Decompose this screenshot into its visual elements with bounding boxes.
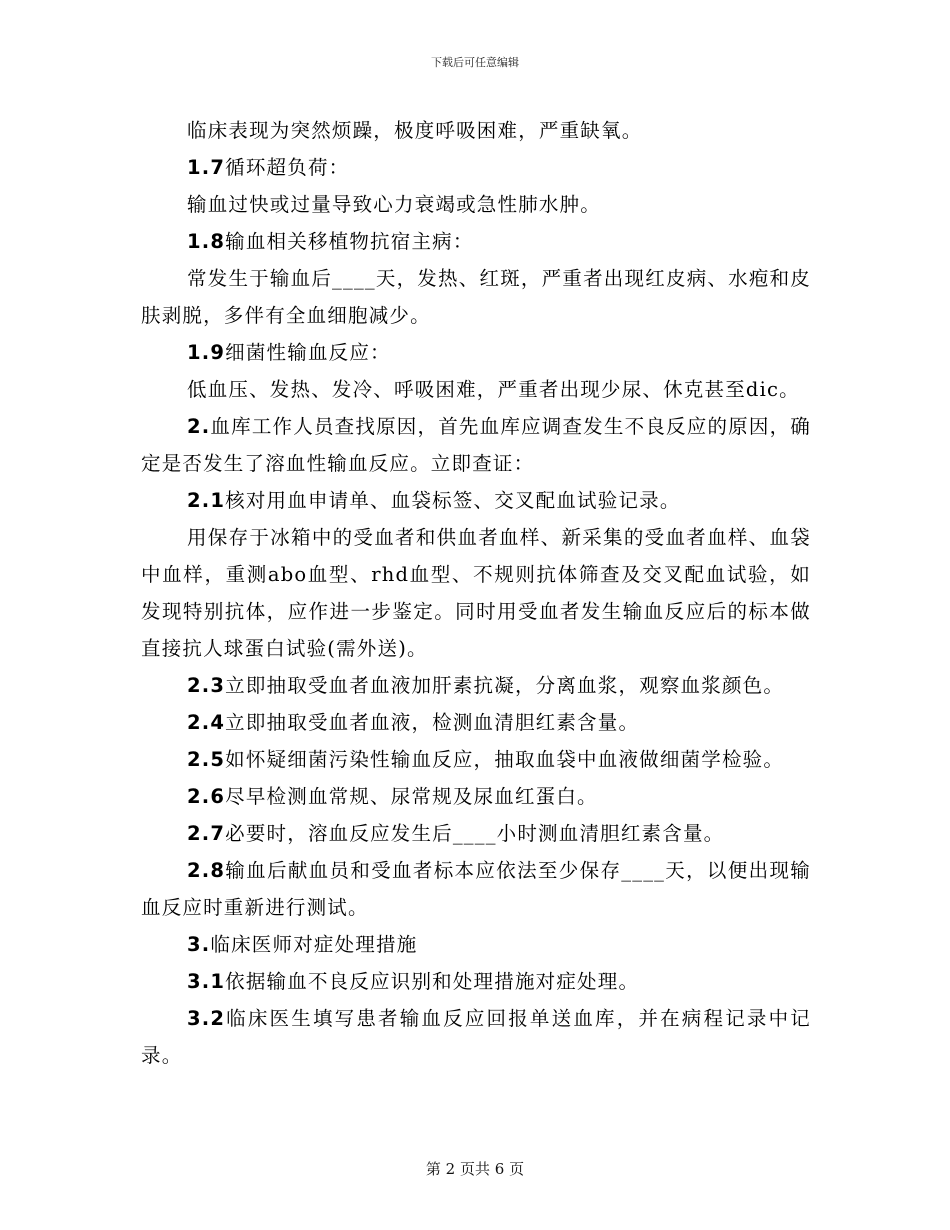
paragraph-text: 用保存于冰箱中的受血者和供血者血样、新采集的受血者血样、血袋中血样，重测abo血型、rhd血型、不规则抗体筛查及交叉配血试验，如发现特别抗体，应作进一步鉴定。同时用受血者发生输血反应后的标本做直接抗人球蛋白试验(需外送)。	[141, 526, 811, 660]
paragraph-text: 常发生于输血后____天，发热、红斑，严重者出现红皮病、水疱和皮肤剥脱，多伴有全血细胞减少。	[141, 267, 811, 327]
paragraph-text: 临床医师对症处理措施	[210, 933, 418, 956]
section-number: 2.1	[187, 489, 226, 512]
paragraph	[141, 704, 811, 741]
paragraph-text: 立即抽取受血者血液，检测血清胆红素含量。	[225, 711, 640, 734]
paragraph	[141, 223, 811, 260]
paragraph	[141, 926, 811, 963]
paragraph-text: 必要时，溶血反应发生后____小时测血清胆红素含量。	[225, 822, 725, 845]
paragraph-text: 输血后献血员和受血者标本应依法至少保存____天，以便出现输血反应时重新进行测试。	[141, 859, 811, 919]
paragraph	[141, 778, 811, 815]
paragraph-text: 立即抽取受血者血液加肝素抗凝，分离血浆，观察血浆颜色。	[225, 674, 785, 697]
paragraph	[141, 1000, 811, 1074]
paragraph	[141, 334, 811, 371]
section-number: 2.8	[187, 859, 226, 882]
paragraph-text: 低血压、发热、发冷、呼吸困难，严重者出现少尿、休克甚至dic。	[187, 378, 800, 401]
paragraph	[141, 260, 811, 334]
paragraph	[141, 741, 811, 778]
paragraph-text: 如怀疑细菌污染性输血反应，抽取血袋中血液做细菌学检验。	[225, 748, 785, 771]
paragraph	[141, 667, 811, 704]
paragraph	[141, 519, 811, 667]
page-header: 下载后可任意编辑	[431, 56, 519, 69]
paragraph-text: 临床医生填写患者输血反应回报单送血库，并在病程记录中记录。	[141, 1007, 811, 1067]
paragraph	[141, 112, 811, 149]
paragraph-text: 临床表现为突然烦躁，极度呼吸困难，严重缺氧。	[187, 119, 643, 142]
section-number: 1.8	[187, 230, 226, 253]
paragraph-text: 输血过快或过量导致心力衰竭或急性肺水肿。	[187, 193, 602, 216]
page-footer: 第 2 页共 6 页	[425, 1160, 525, 1178]
section-number: 1.9	[187, 341, 226, 364]
paragraph-text: 细菌性输血反应：	[225, 341, 391, 364]
paragraph-text: 血库工作人员查找原因，首先血库应调查发生不良反应的原因，确定是否发生了溶血性输血反应。立即查证：	[141, 415, 811, 475]
paragraph	[141, 963, 811, 1000]
paragraph	[141, 149, 811, 186]
section-number: 3.	[187, 933, 211, 956]
section-number: 3.1	[187, 970, 226, 993]
paragraph	[141, 815, 811, 852]
paragraph-text: 尽早检测血常规、尿常规及尿血红蛋白。	[225, 785, 598, 808]
paragraph	[141, 482, 811, 519]
paragraph-text: 核对用血申请单、血袋标签、交叉配血试验记录。	[225, 489, 681, 512]
section-number: 2.6	[187, 785, 226, 808]
paragraph	[141, 186, 811, 223]
section-number: 2.5	[187, 748, 226, 771]
section-number: 2.7	[187, 822, 226, 845]
section-number: 2.	[187, 415, 211, 438]
section-number: 2.4	[187, 711, 226, 734]
document-body	[141, 112, 811, 1074]
paragraph	[141, 371, 811, 408]
paragraph	[141, 408, 811, 482]
paragraph	[141, 852, 811, 926]
section-number: 3.2	[187, 1007, 226, 1030]
paragraph-text: 依据输血不良反应识别和处理措施对症处理。	[225, 970, 640, 993]
section-number: 2.3	[187, 674, 226, 697]
paragraph-text: 循环超负荷：	[225, 156, 350, 179]
paragraph-text: 输血相关移植物抗宿主病：	[225, 230, 474, 253]
section-number: 1.7	[187, 156, 226, 179]
